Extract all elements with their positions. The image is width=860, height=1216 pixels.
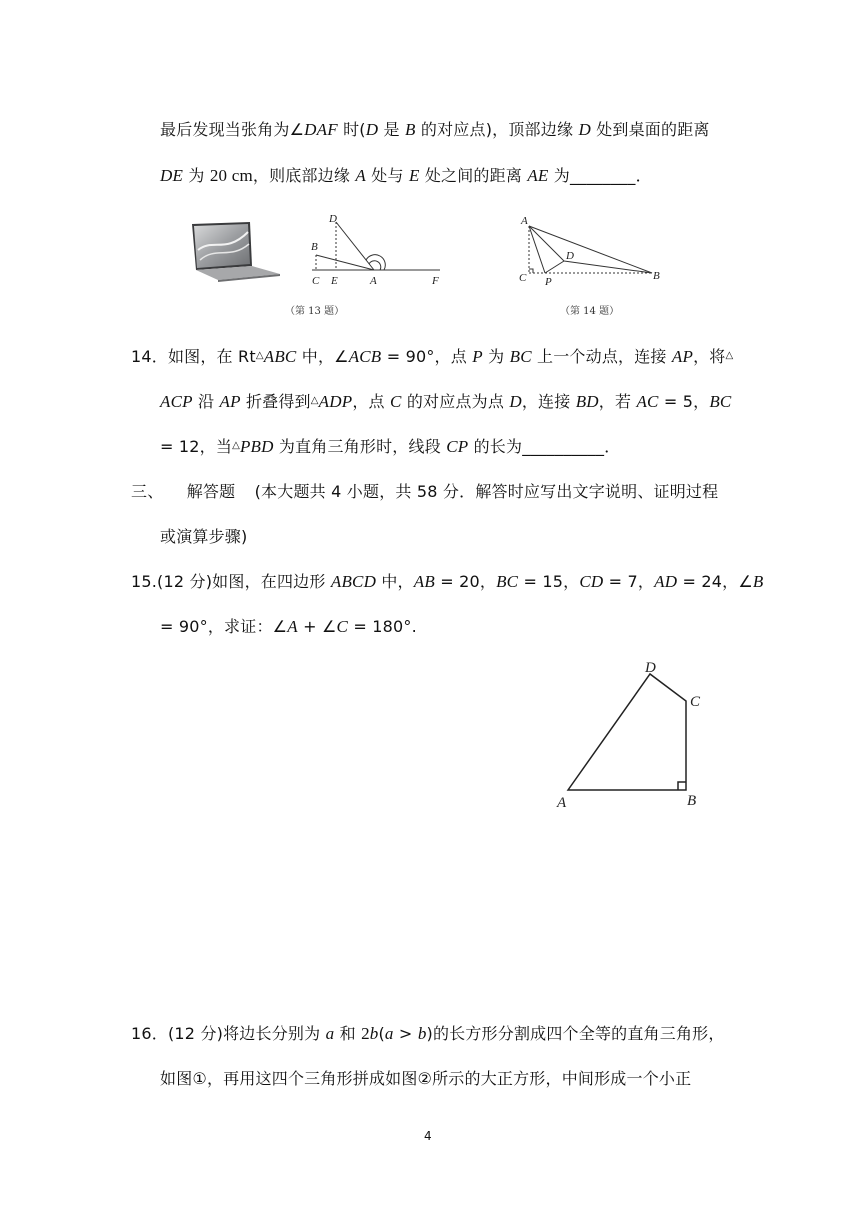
figure-15-quadrilateral	[550, 655, 720, 815]
q16-line-1: 16．(12 分)将边长分别为 a 和 2b(a > b)的长方形分割成四个全等的直角三角形，	[131, 1024, 725, 1043]
fig15-label-b: B	[687, 793, 697, 809]
fig13-label-e: E	[331, 275, 338, 287]
fig13-label-d: D	[329, 213, 337, 225]
fig14-label-c: C	[519, 272, 527, 284]
fig15-label-d: D	[645, 660, 656, 676]
fig15-label-c: C	[690, 694, 701, 710]
figure-13-caption: （第 13 题）	[285, 306, 345, 317]
fig14-label-a: A	[521, 215, 528, 227]
fig13-label-a: A	[370, 275, 377, 287]
fig13-label-c: C	[312, 275, 320, 287]
q13-line-1: 最后发现当张角为∠DAF 时(D 是 B 的对应点)，顶部边缘 D 处到桌面的距离	[160, 120, 710, 139]
q15-line-1: 15.(12 分)如图，在四边形 ABCD 中，AB = 20，BC = 15，CD = 7，AD = 24，∠B	[131, 572, 764, 591]
figure-13-diagram	[300, 208, 450, 292]
fig14-label-b: B	[653, 270, 660, 282]
page-number: 4	[424, 1129, 432, 1143]
figure-14-caption: （第 14 题）	[560, 306, 620, 317]
q13-line-2: DE 为 20 cm，则底部边缘 A 处与 E 处之间的距离 AE 为________．	[160, 166, 652, 185]
q14-line-1: 14．如图，在 Rt△ABC 中，∠ACB = 90°，点 P 为 BC 上一个动点，连接 AP，将△	[131, 347, 734, 366]
laptop-photo	[188, 220, 284, 282]
q15-line-2: = 90°，求证：∠A + ∠C = 180°.	[160, 617, 417, 636]
fig13-label-f: F	[432, 275, 439, 287]
section-3-heading: 三、 解答题 (本大题共 4 小题，共 58 分．解答时应写出文字说明、证明过程	[131, 482, 719, 501]
q14-line-2: ACP 沿 AP 折叠得到△ADP，点 C 的对应点为点 D，连接 BD，若 AC = 5，BC	[160, 392, 732, 411]
fig15-label-a: A	[557, 795, 567, 811]
figure-14-diagram	[512, 208, 672, 292]
fig13-label-b: B	[311, 241, 318, 253]
section-3-line-2: 或演算步骤)	[160, 527, 248, 546]
fig14-label-d: D	[566, 250, 574, 262]
fig14-label-p: P	[545, 276, 552, 288]
q16-line-2: 如图①，再用这四个三角形拼成如图②所示的大正方形，中间形成一个小正	[160, 1069, 692, 1088]
q14-line-3: = 12，当△PBD 为直角三角形时，线段 CP 的长为__________．	[160, 437, 621, 456]
